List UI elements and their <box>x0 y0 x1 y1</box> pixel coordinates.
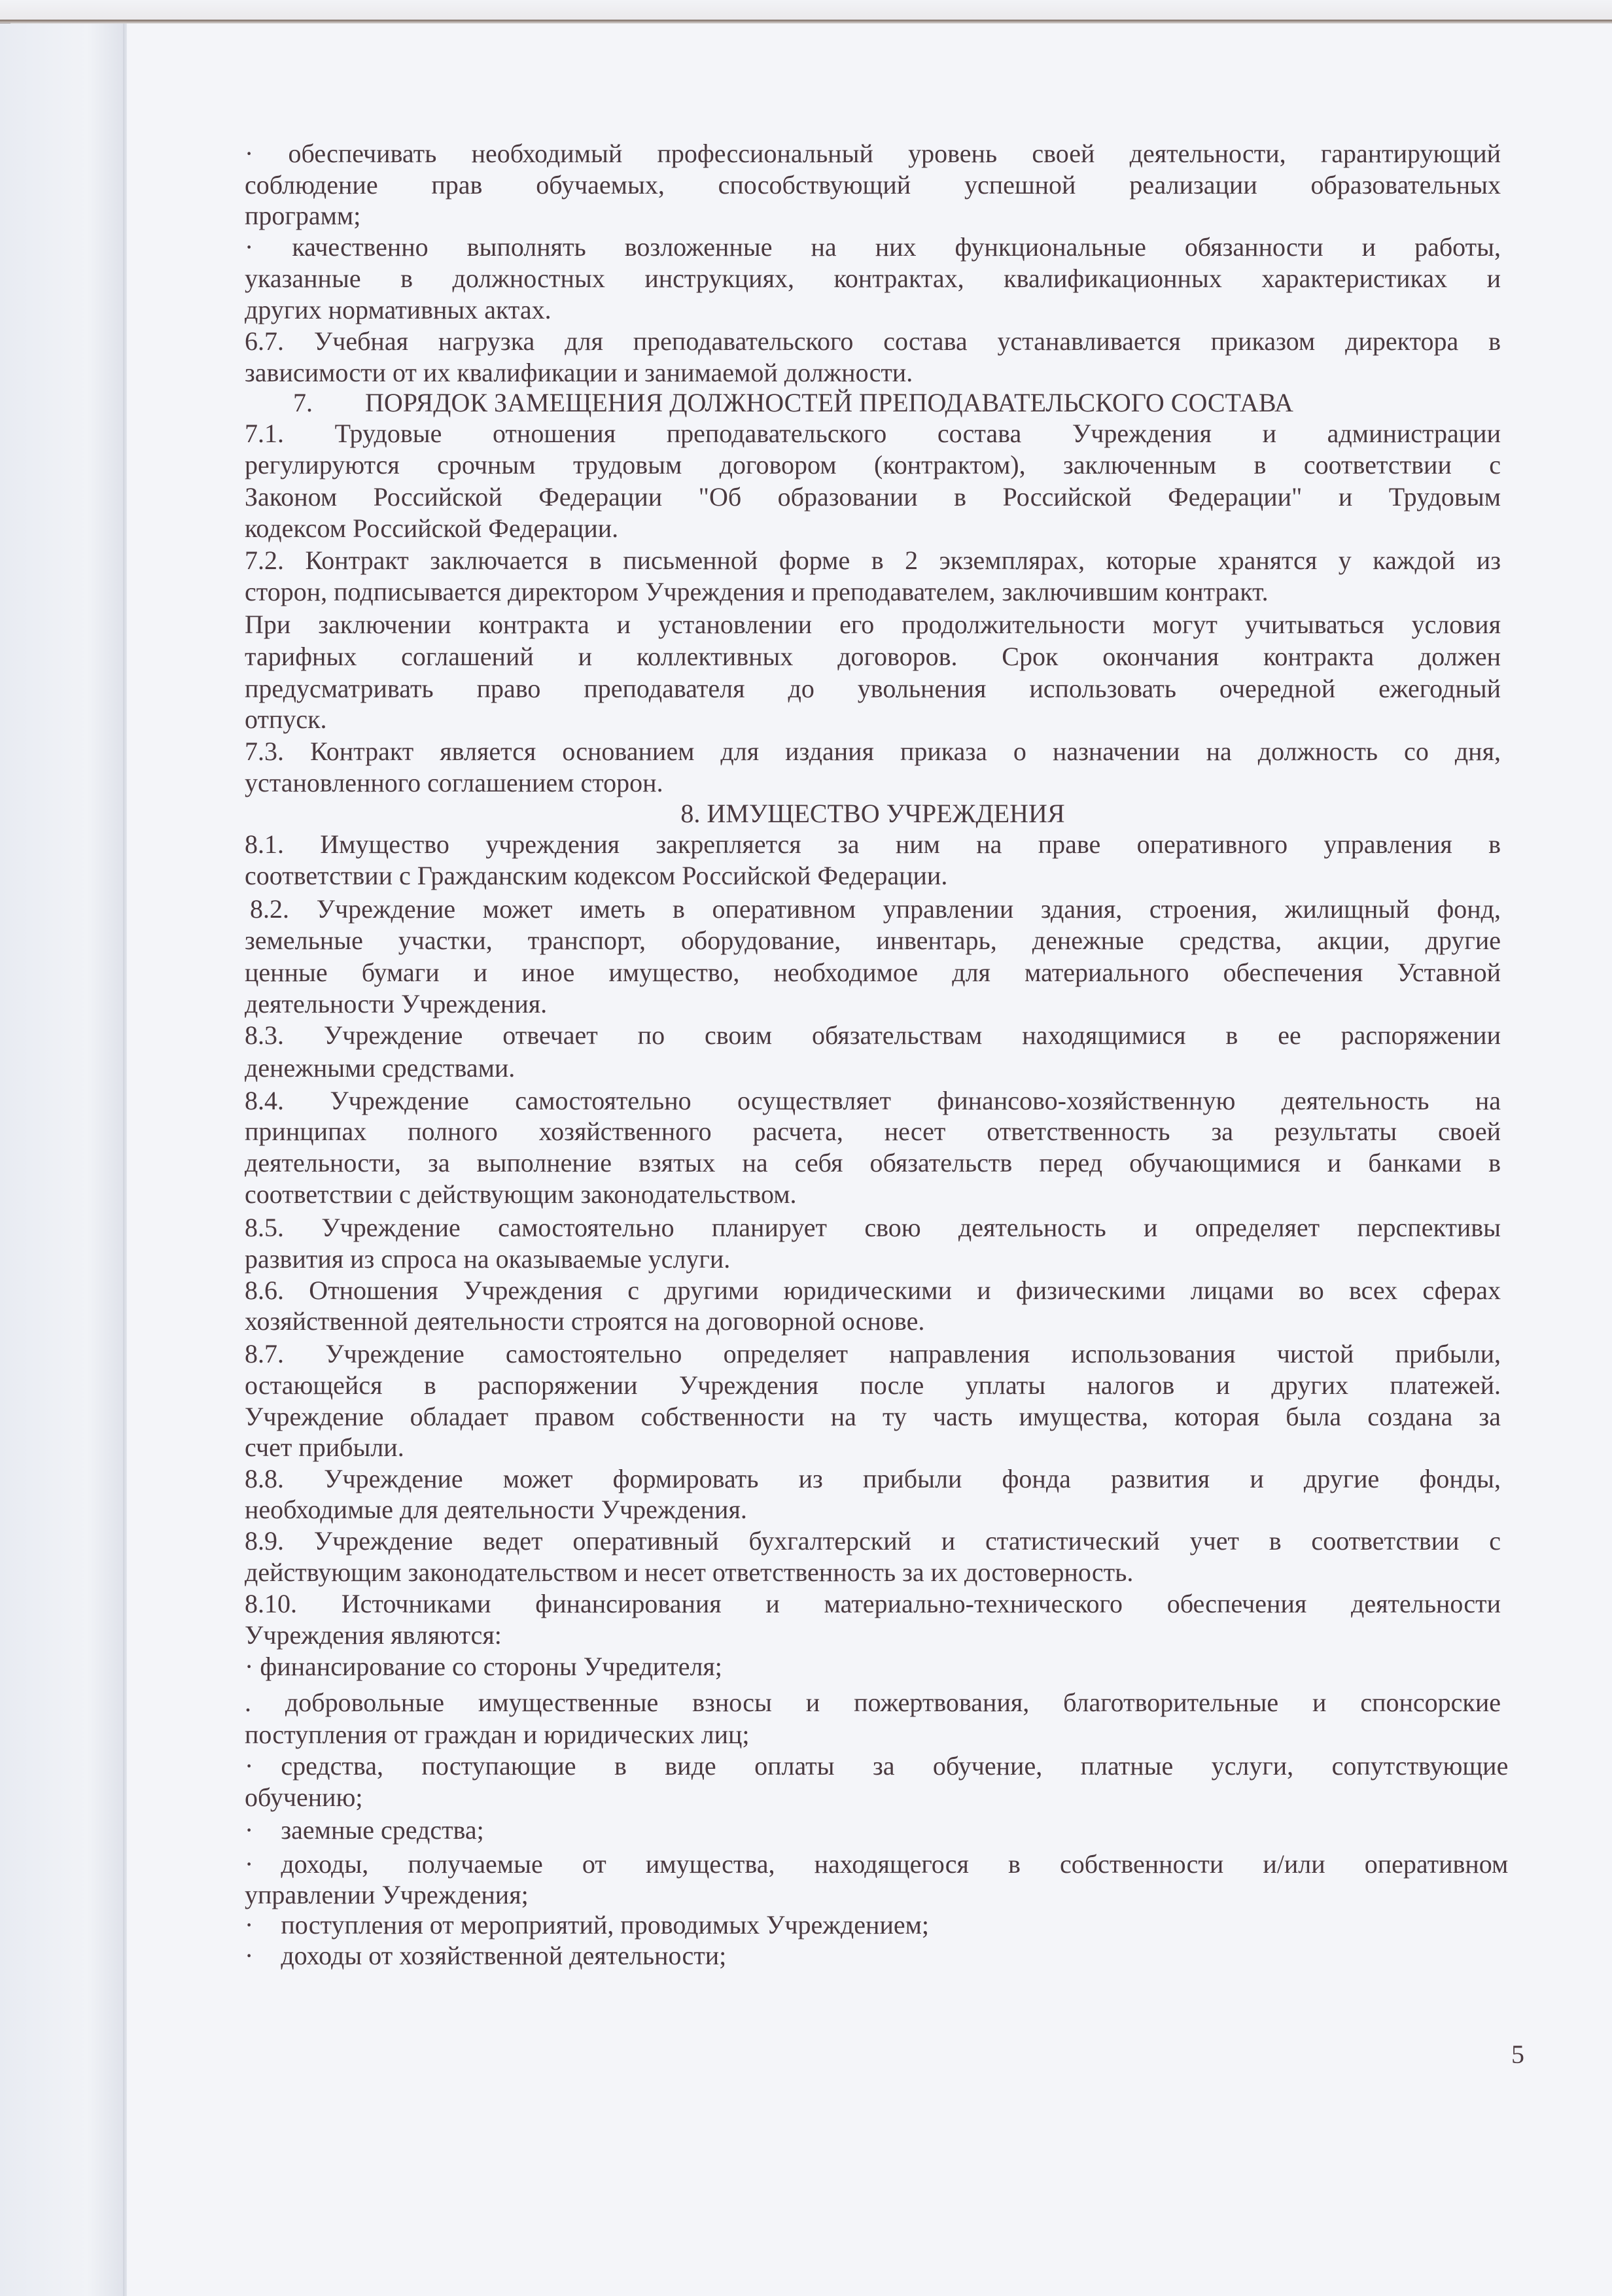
text-line: 8.9. Учреждение ведет оперативный бухгалтерский и статистический учет в соответствии с <box>245 1526 1501 1556</box>
text-line: хозяйственной деятельности строятся на договорной основе. <box>245 1306 925 1336</box>
text-line: принципах полного хозяйственного расчета, несет ответственность за результаты своей <box>245 1117 1501 1146</box>
text-line: 8.4. Учреждение самостоятельно осуществляет финансово-хозяйственную деятельность на <box>245 1086 1501 1115</box>
text-line: Законом Российской Федерации "Об образовании в Российской Федерации" и Трудовым <box>245 482 1501 512</box>
list-item-text: средства, поступающие в виде оплаты за обучение, платные услуги, сопутствующие <box>281 1751 1509 1781</box>
text-line: 8.5. Учреждение самостоятельно планирует свою деятельность и определяет перспективы <box>245 1213 1501 1242</box>
text-line: необходимые для деятельности Учреждения. <box>245 1495 747 1524</box>
bullet: · <box>245 1751 254 1781</box>
text-line: обучению; <box>245 1783 363 1812</box>
text-line: тарифных соглашений и коллективных договоров. Срок окончания контракта должен <box>245 642 1501 671</box>
text-line: денежными средствами. <box>245 1053 516 1083</box>
text-line: 7.3. Контракт является основанием для издания приказа о назначении на должность со дня, <box>245 737 1501 766</box>
text-line: 8.10. Источниками финансирования и материально-технического обеспечения деятельности <box>245 1589 1501 1618</box>
text-line: Учреждение обладает правом собственности на ту часть имущества, которая была создана за <box>245 1402 1501 1431</box>
text-line: регулируются срочным трудовым договором (контрактом), заключенным в соответствии с <box>245 450 1501 479</box>
previous-page-edge <box>0 24 124 2296</box>
text-line: сторон, подписывается директором Учреждения и преподавателем, заключившим контракт. <box>245 577 1269 606</box>
bullet: · <box>245 1849 254 1879</box>
text-line: соответствии с Гражданским кодексом Российской Федерации. <box>245 861 948 890</box>
text-line: 8.2. Учреждение может иметь в оперативном управлении здания, строения, жилищный фонд, <box>250 894 1501 924</box>
text-line: · качественно выполнять возложенные на них функциональные обязанности и работы, <box>245 232 1501 262</box>
list-item <box>245 1941 1501 1971</box>
list-item <box>245 1849 1509 1879</box>
text-line: поступления от граждан и юридических лиц; <box>245 1720 750 1749</box>
list-item-text: доходы, получаемые от имущества, находящегося в собственности и/или оперативном <box>281 1849 1509 1879</box>
section-title: ПОРЯДОК ЗАМЕЩЕНИЯ ДОЛЖНОСТЕЙ ПРЕПОДАВАТЕЛЬСКОГО СОСТАВА <box>365 388 1293 417</box>
bullet: · <box>245 1910 254 1939</box>
text-line: счет прибыли. <box>245 1433 404 1462</box>
text-line: предусматривать право преподавателя до увольнения использовать очередной ежегодный <box>245 674 1501 703</box>
text-line: установленного соглашением сторон. <box>245 768 663 797</box>
scan-top-strip <box>0 0 1612 22</box>
text-line: соблюдение прав обучаемых, способствующий успешной реализации образовательных <box>245 170 1501 200</box>
text-line: отпуск. <box>245 704 327 734</box>
list-item <box>245 1815 1501 1845</box>
text-line: При заключении контракта и установлении его продолжительности могут учитываться условия <box>245 610 1501 639</box>
text-line: действующим законодательством и несет ответственность за их достоверность. <box>245 1557 1134 1587</box>
text-line: указанные в должностных инструкциях, контрактах, квалификационных характеристиках и <box>245 264 1501 293</box>
text-line: развития из спроса на оказываемые услуги. <box>245 1244 731 1274</box>
text-line: 8.6. Отношения Учреждения с другими юридическими и физическими лицами во всех сферах <box>245 1276 1501 1305</box>
list-item <box>245 1910 1501 1940</box>
text-line: кодексом Российской Федерации. <box>245 513 619 543</box>
text-line: 6.7. Учебная нагрузка для преподавательского состава устанавливается приказом директора в <box>245 326 1501 356</box>
list-item <box>245 1751 1509 1781</box>
text-line: 7.2. Контракт заключается в письменной форме в 2 экземплярах, которые хранятся у каждой из <box>245 546 1501 575</box>
section-8-heading: 8. ИМУЩЕСТВО УЧРЕЖДЕНИЯ <box>680 799 1065 828</box>
text-line: соответствии с действующим законодательством. <box>245 1179 797 1209</box>
text-line: 8.1. Имущество учреждения закрепляется за ним на праве оперативного управления в <box>245 829 1501 859</box>
text-line: деятельности, за выполнение взятых на себя обязательств перед обучающимися и банками в <box>245 1148 1501 1177</box>
text-line: 8.7. Учреждение самостоятельно определяет направления использования чистой прибыли, <box>245 1339 1501 1368</box>
text-line: 7.1. Трудовые отношения преподавательского состава Учреждения и администрации <box>245 419 1501 448</box>
section-number: 7. <box>293 388 313 417</box>
text-line: Учреждения являются: <box>245 1620 502 1650</box>
text-line: 8.3. Учреждение отвечает по своим обязательствам находящимися в ее распоряжении <box>245 1020 1501 1050</box>
text-line: других нормативных актах. <box>245 295 552 324</box>
text-line: 8.8. Учреждение может формировать из прибыли фонда развития и другие фонды, <box>245 1464 1501 1493</box>
text-line: · обеспечивать необходимый профессиональный уровень своей деятельности, гарантирующий <box>245 139 1501 168</box>
text-line: ценные бумаги и иное имущество, необходимое для материального обеспечения Уставной <box>245 958 1501 987</box>
list-item: . добровольные имущественные взносы и пожертвования, благотворительные и спонсорские <box>245 1688 1501 1717</box>
text-line: остающейся в распоряжении Учреждения после уплаты налогов и других платежей. <box>245 1370 1501 1400</box>
bullet: · <box>245 1815 254 1845</box>
text-line: управлении Учреждения; <box>245 1880 529 1909</box>
page-number: 5 <box>1511 2040 1524 2069</box>
list-item: · финансирование со стороны Учредителя; <box>245 1652 722 1681</box>
text-line: земельные участки, транспорт, оборудование, инвентарь, денежные средства, акции, другие <box>245 926 1501 955</box>
text-line: зависимости от их квалификации и занимаемой должности. <box>245 358 913 387</box>
list-item-text: заемные средства; <box>281 1815 484 1845</box>
text-line: программ; <box>245 201 361 230</box>
list-item-text: доходы от хозяйственной деятельности; <box>281 1941 727 1970</box>
section-7-heading <box>293 388 1405 418</box>
bullet: · <box>245 1941 254 1970</box>
text-line: деятельности Учреждения. <box>245 989 548 1018</box>
list-item-text: поступления от мероприятий, проводимых Учреждением; <box>281 1910 930 1939</box>
